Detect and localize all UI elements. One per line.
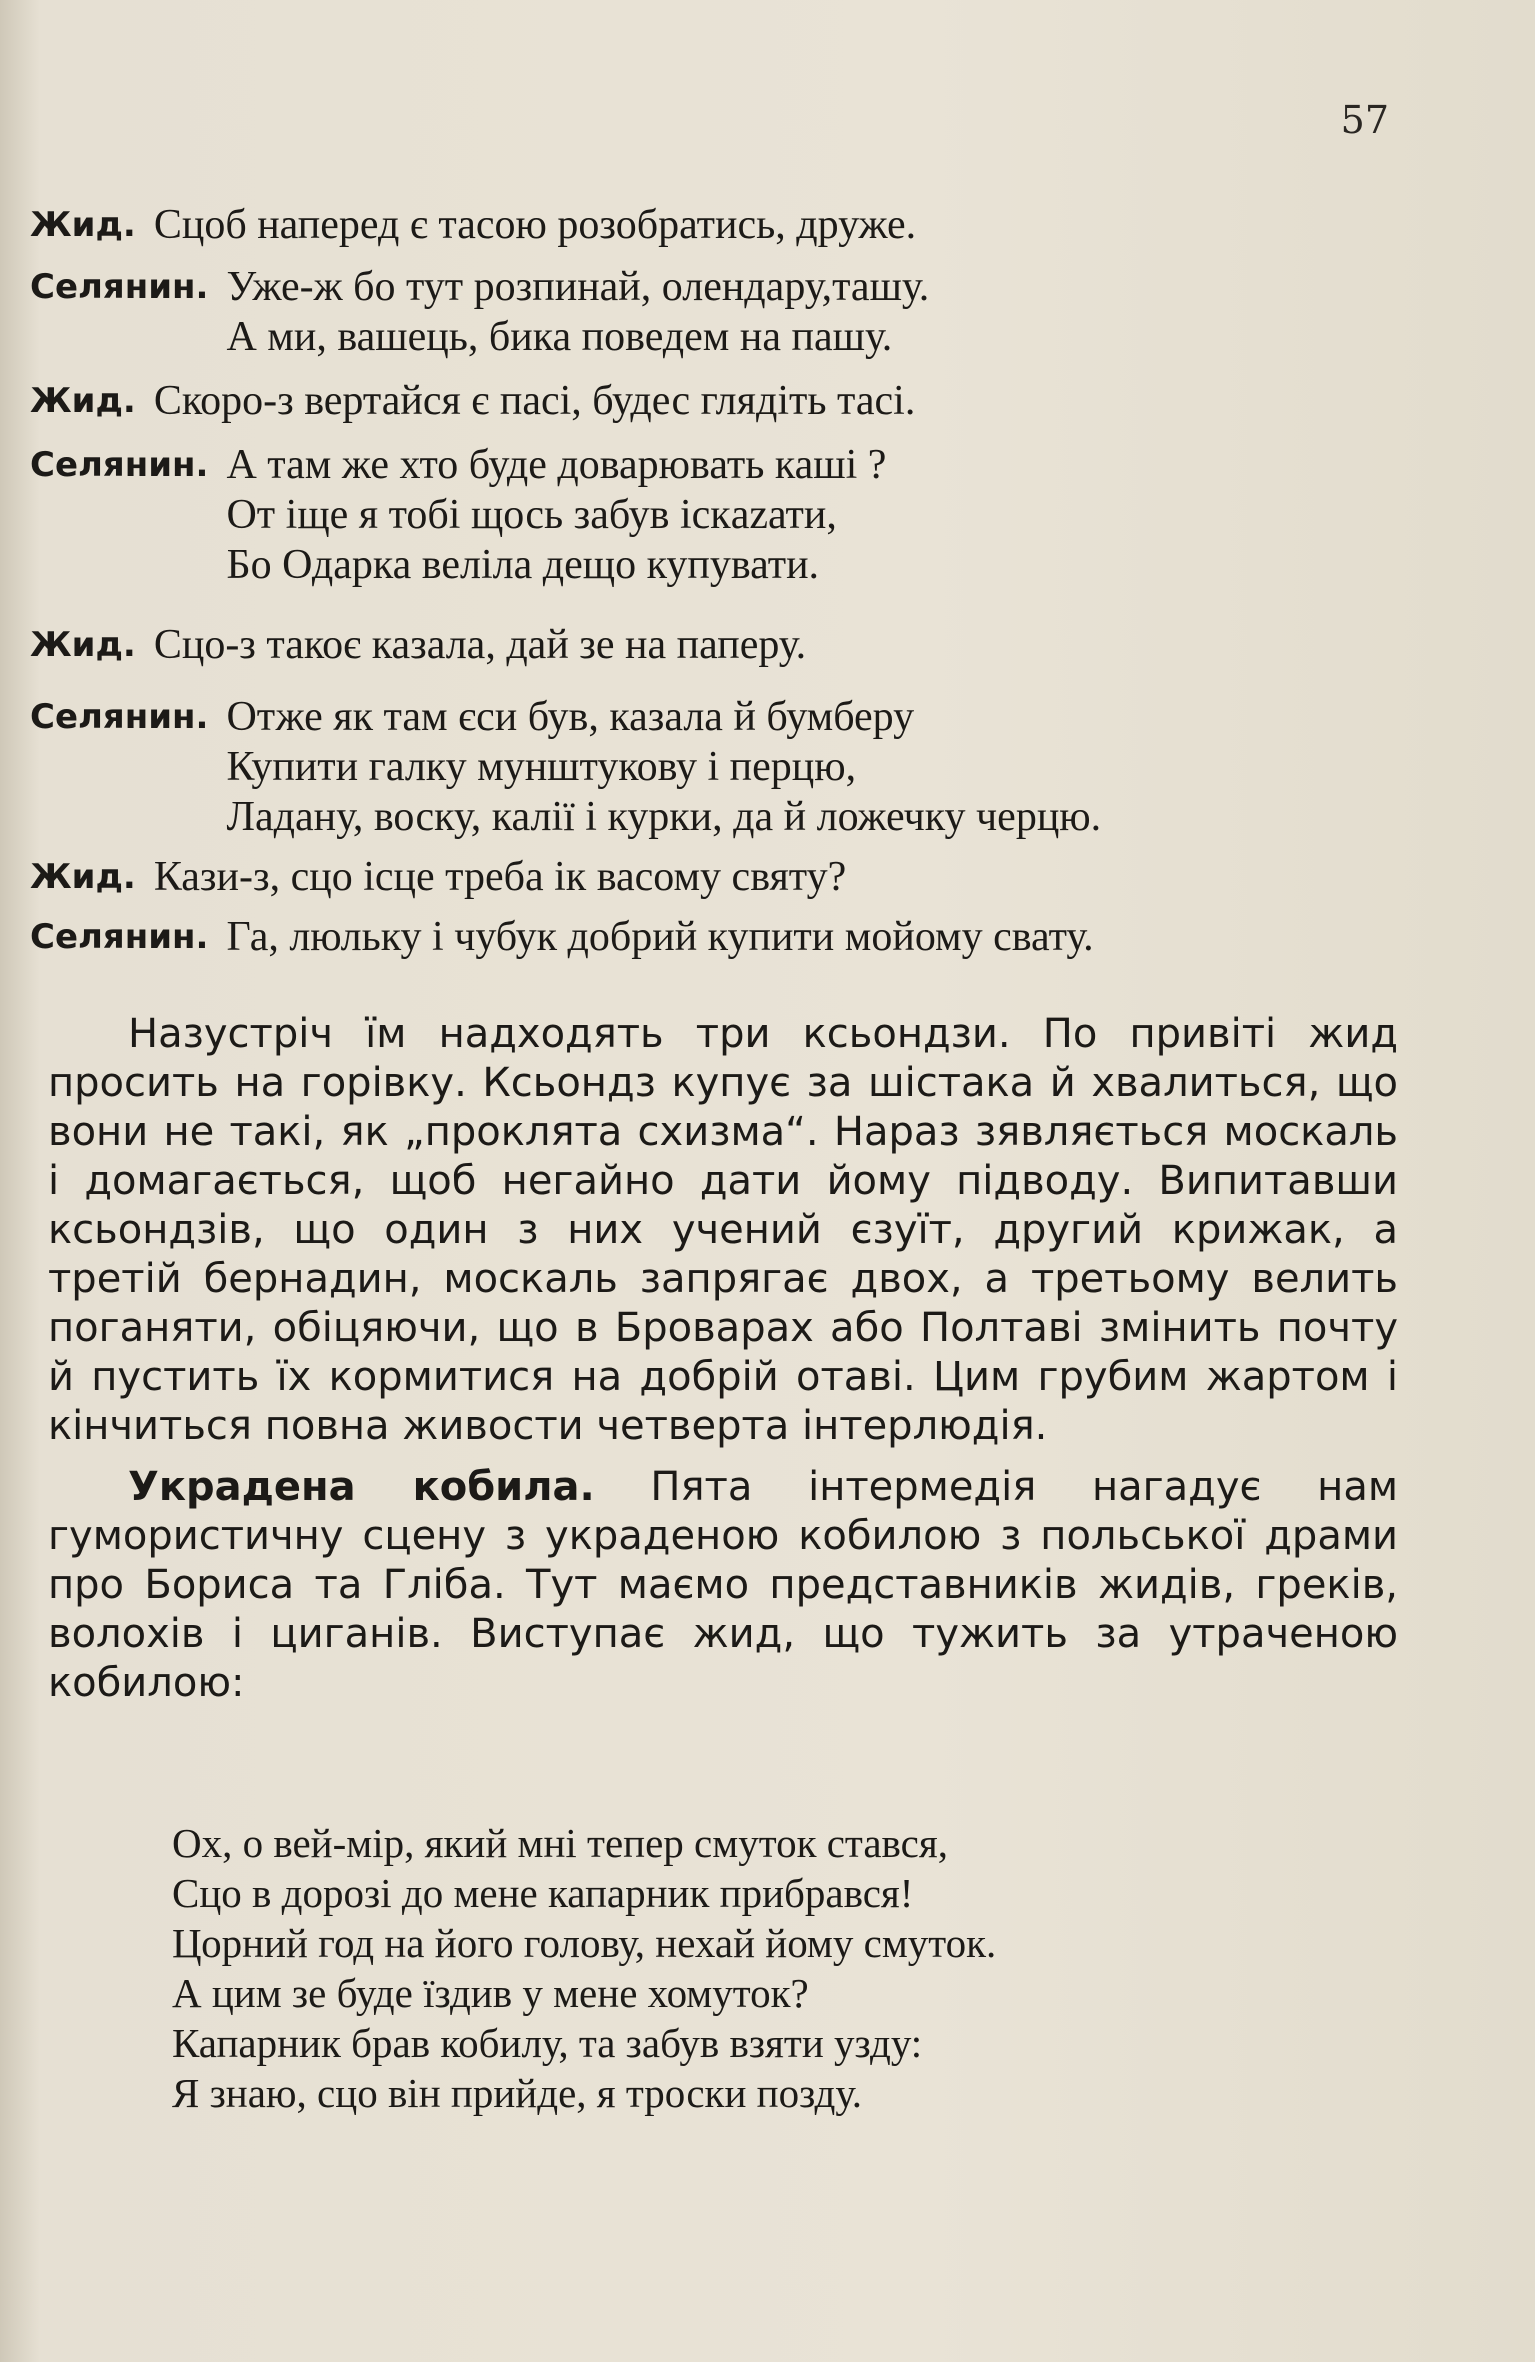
verse-line: Ох, о вей-мір, який мні тепер смуток стався, xyxy=(172,1820,948,1866)
dialogue-turn xyxy=(30,620,1430,670)
verse-quote xyxy=(172,1818,996,2118)
speaker-label: Селянин. xyxy=(30,267,209,307)
dialogue-turn xyxy=(30,692,1430,842)
dialogue-line: Сцоб наперед є тасою розобратись, друже. xyxy=(153,202,917,248)
speaker-label: Жид. xyxy=(30,857,136,897)
dialogue-line: Купити галку мунштукову і перцю, xyxy=(226,744,857,790)
dialogue-line: А ми, вашець, бика поведем на пашу. xyxy=(226,314,893,360)
verse-line: Капарник брав кобилу, та забув взяти узду: xyxy=(172,2020,923,2066)
dialogue xyxy=(30,200,1430,962)
dialogue-line: Уже-ж бо тут розпинай, олендару,ташу. xyxy=(226,264,930,310)
dialogue-line: Скоро-з вертайся є пасі, будес глядіть тасі. xyxy=(153,378,916,424)
dialogue-line: Га, люльку і чубук добрий купити мойому свату. xyxy=(226,914,1094,960)
speaker-label: Жид. xyxy=(30,381,136,421)
dialogue-turn xyxy=(30,912,1430,962)
dialogue-turn xyxy=(30,262,1430,362)
paragraph-text: Пята інтермедія нагадує нам гумористичну сцену з украденою кобилою з польської драми про Бориса та Гліба. Тут маємо представників жидів, греків, волохів і циганів. Виступає жид, що тужить за утраченою кобилою: xyxy=(48,1464,1399,1706)
dialogue-line: А там же хто буде доварювать каші ? xyxy=(226,442,887,488)
verse-line: Я знаю, сцо він прийде, я троски позду. xyxy=(172,2070,863,2116)
paragraph xyxy=(48,1463,1398,1708)
verse-line: А цим зе буде їздив у мене хомуток? xyxy=(172,1970,809,2016)
dialogue-line: Бо Одарка веліла дещо купувати. xyxy=(226,542,820,588)
speaker-label: Селянин. xyxy=(30,697,209,737)
dialogue-line: От іще я тобі щось забув іскazати, xyxy=(226,492,837,538)
paragraph: Назустріч їм надходять три ксьондзи. По привіті жид просить на горівку. Ксьондз купує за шістака й хвалиться, що вони не такі, як „проклята схизма“. Нараз зявляється москаль і домагається, щоб негайно дати йому підводу. Випитавши ксьондзів, що один з них учений єзуїт, другий крижак, а третій бернадин, москаль запрягає двох, а третьому велить поганяти, обіцяючи, що в Броварах або Полтаві змінить почту й пустить їх кормитися на добрій отаві. Цим грубим жартом і кінчиться повна живости четверта інтерлюдія. xyxy=(48,1011,1398,1449)
dialogue-line: Отже як там єси був, казала й бумберу xyxy=(226,694,915,740)
page-number: 57 xyxy=(1340,98,1389,142)
dialogue-turn xyxy=(30,852,1430,902)
dialogue-turn xyxy=(30,200,1430,250)
section-heading: Украдена кобила. xyxy=(128,1464,595,1510)
speaker-label: Жид. xyxy=(30,625,136,665)
dialogue-line: Сцо-з такоє казала, дай зе на паперу. xyxy=(153,622,807,668)
prose-text xyxy=(48,1010,1398,1720)
dialogue-line: Ладану, воску, калії і курки, да й ложечку черцю. xyxy=(226,794,1102,840)
verse-line: Сцо в дорозі до мене капарник прибрався! xyxy=(172,1870,914,1916)
dialogue-turn xyxy=(30,376,1430,426)
dialogue-line: Кази-з, сцо ісце треба ік васому святу? xyxy=(153,854,847,900)
speaker-label: Селянин. xyxy=(30,445,209,485)
speaker-label: Селянин. xyxy=(30,917,209,957)
verse-line: Цорний год на його голову, нехай йому смуток. xyxy=(172,1920,997,1966)
speaker-label: Жид. xyxy=(30,205,136,245)
dialogue-turn xyxy=(30,440,1430,590)
